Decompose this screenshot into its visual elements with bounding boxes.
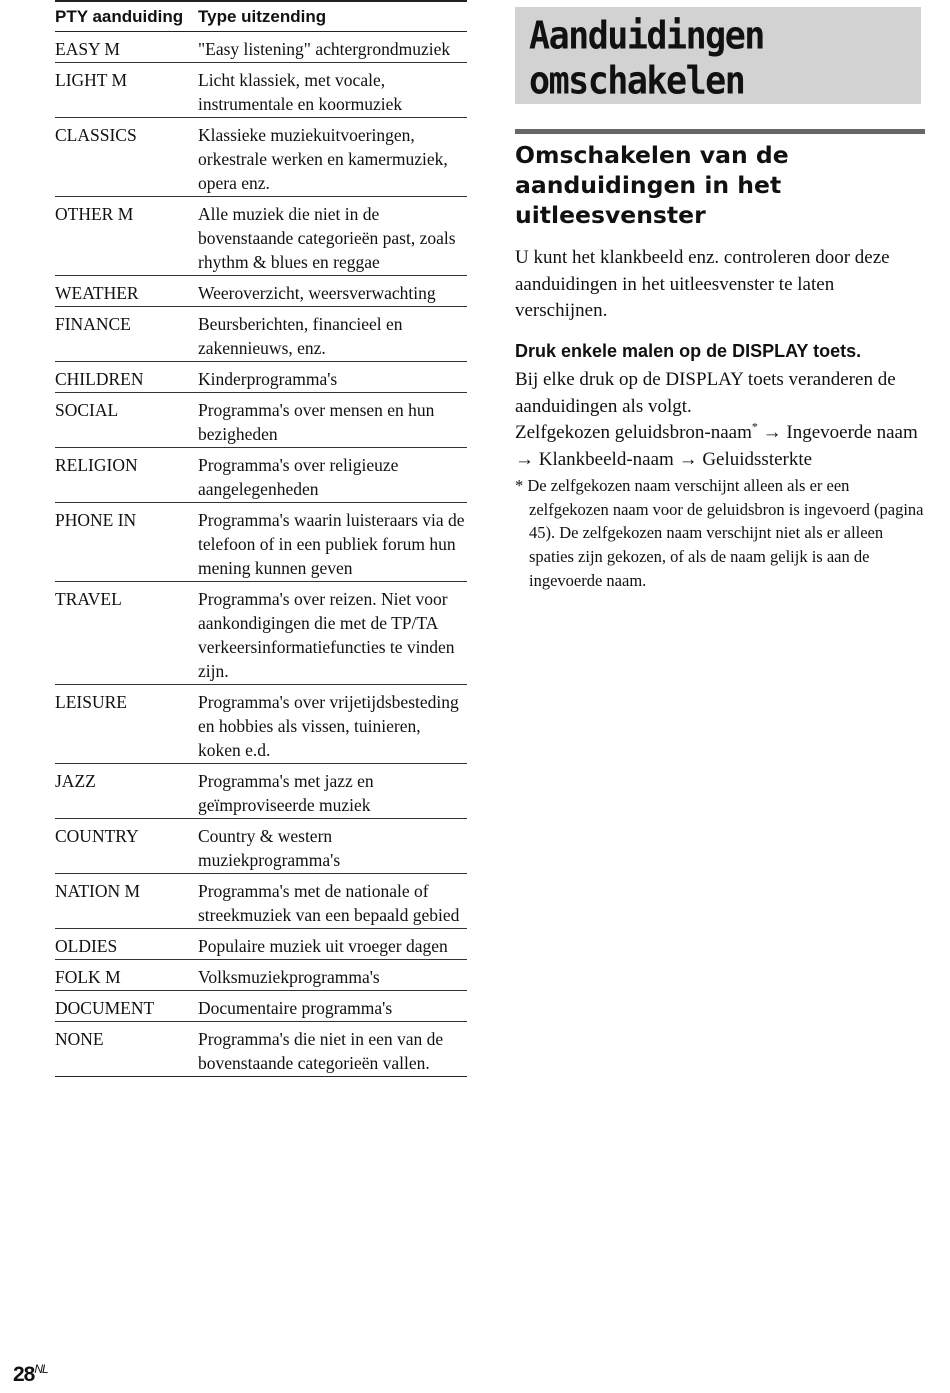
broadcast-type-cell: Kinderprogramma's [198,362,467,393]
arrow-icon: → [678,448,698,470]
section-title-box [515,7,921,104]
table-row [55,393,467,448]
column-header-type: Type uitzending [198,1,467,32]
table-row [55,32,467,63]
arrow-icon: → [762,422,782,443]
section-divider [515,129,925,134]
pty-code-cell: PHONE IN [55,503,198,582]
table-row [55,448,467,503]
pty-code-cell: LEISURE [55,685,198,764]
table-row [55,307,467,362]
pty-code-cell: RELIGION [55,448,198,503]
step-description: Bij elke druk op de DISPLAY toets veranderen de aanduidingen als volgt. [515,369,896,417]
step-body [515,367,925,473]
table-row [55,960,467,991]
table-row [55,276,467,307]
broadcast-type-cell: Klassieke muziekuitvoeringen, orkestrale werken en kamermuziek, opera enz. [198,118,467,197]
intro-paragraph: U kunt het klankbeeld enz. controleren door deze aanduidingen in het uitleesvenster te laten verschijnen. [515,247,890,321]
page-number [13,1362,48,1387]
broadcast-type-cell: Populaire muziek uit vroeger dagen [198,929,467,960]
broadcast-type-cell: Licht klassiek, met vocale, instrumentale en koormuziek [198,63,467,118]
broadcast-type-cell: Alle muziek die niet in de bovenstaande categorieën past, zoals rhythm & blues en reggae [198,197,467,276]
footnote: * De zelfgekozen naam verschijnt alleen als er een zelfgekozen naam voor de geluidsbron is ingevoerd (pagina 45). De zelfgekozen naam verschijnt niet als er alleen spaties zijn gekozen, of als de naam gelijk is aan de ingevoerde naam. [515,476,924,590]
broadcast-type-cell: Programma's over reizen. Niet voor aankondigingen die met de TP/TA verkeersinformatiefuncties te vinden zijn. [198,582,467,685]
broadcast-type-cell: Programma's met de nationale of streekmuziek van een bepaald gebied [198,874,467,929]
arrow-icon: → [515,448,534,470]
table-row [55,1022,467,1077]
subsection-heading: Omschakelen van de aanduidingen in het uitleesvenster [515,141,789,229]
broadcast-type-cell: Programma's over religieuze aangelegenheden [198,448,467,503]
table-row [55,503,467,582]
pty-code-cell: NONE [55,1022,198,1077]
sequence-item-volume: Geluidssterkte [702,448,813,470]
pty-code-cell: FINANCE [55,307,198,362]
broadcast-type-cell: Beursberichten, financieel en zakennieuws, enz. [198,307,467,362]
table-row [55,764,467,819]
pty-table-body [55,32,467,1077]
footnote-marker: * [751,419,758,434]
pty-code-cell: CHILDREN [55,362,198,393]
pty-code-cell: COUNTRY [55,819,198,874]
page-language: NL [34,1362,48,1376]
broadcast-type-cell: Programma's over mensen en hun bezigheden [198,393,467,448]
table-row [55,929,467,960]
broadcast-type-cell: "Easy listening" achtergrondmuziek [198,32,467,63]
pty-code-cell: CLASSICS [55,118,198,197]
table-row [55,197,467,276]
table-row [55,582,467,685]
sequence-item-entered-name: Ingevoerde naam [786,422,918,443]
pty-code-cell: OLDIES [55,929,198,960]
table-header-row [55,1,467,32]
pty-code-cell: LIGHT M [55,63,198,118]
section-title-line-1: Aanduidingen [529,14,764,59]
pty-code-cell: JAZZ [55,764,198,819]
table-row [55,991,467,1022]
broadcast-type-cell: Programma's over vrijetijdsbesteding en hobbies als vissen, tuinieren, koken e.d. [198,685,467,764]
table-row [55,874,467,929]
step-heading: Druk enkele malen op de DISPLAY toets. [515,341,862,361]
section-title-line-2: omschakelen [529,59,745,104]
sequence-item-custom-name: Zelfgekozen geluidsbron-naam [515,422,752,443]
pty-code-cell: DOCUMENT [55,991,198,1022]
broadcast-type-cell: Country & western muziekprogramma's [198,819,467,874]
pty-code-cell: OTHER M [55,197,198,276]
broadcast-type-cell: Programma's waarin luisteraars via de telefoon of in een publiek forum hun mening kunnen geven [198,503,467,582]
page-number-value: 28 [13,1363,35,1386]
pty-table [55,0,467,1077]
broadcast-type-cell: Volksmuziekprogramma's [198,960,467,991]
table-row [55,362,467,393]
pty-code-cell: EASY M [55,32,198,63]
pty-code-cell: NATION M [55,874,198,929]
broadcast-type-cell: Programma's met jazz en geïmproviseerde muziek [198,764,467,819]
broadcast-type-cell: Documentaire programma's [198,991,467,1022]
sequence-item-sound-field-name: Klankbeeld-naam [538,448,674,470]
table-row [55,118,467,197]
column-header-pty: PTY aanduiding [55,1,198,32]
table-row [55,819,467,874]
pty-code-cell: SOCIAL [55,393,198,448]
table-row [55,63,467,118]
pty-code-cell: FOLK M [55,960,198,991]
table-row [55,685,467,764]
pty-code-cell: WEATHER [55,276,198,307]
broadcast-type-cell: Weeroverzicht, weersverwachting [198,276,467,307]
broadcast-type-cell: Programma's die niet in een van de bovenstaande categorieën vallen. [198,1022,467,1077]
pty-code-cell: TRAVEL [55,582,198,685]
